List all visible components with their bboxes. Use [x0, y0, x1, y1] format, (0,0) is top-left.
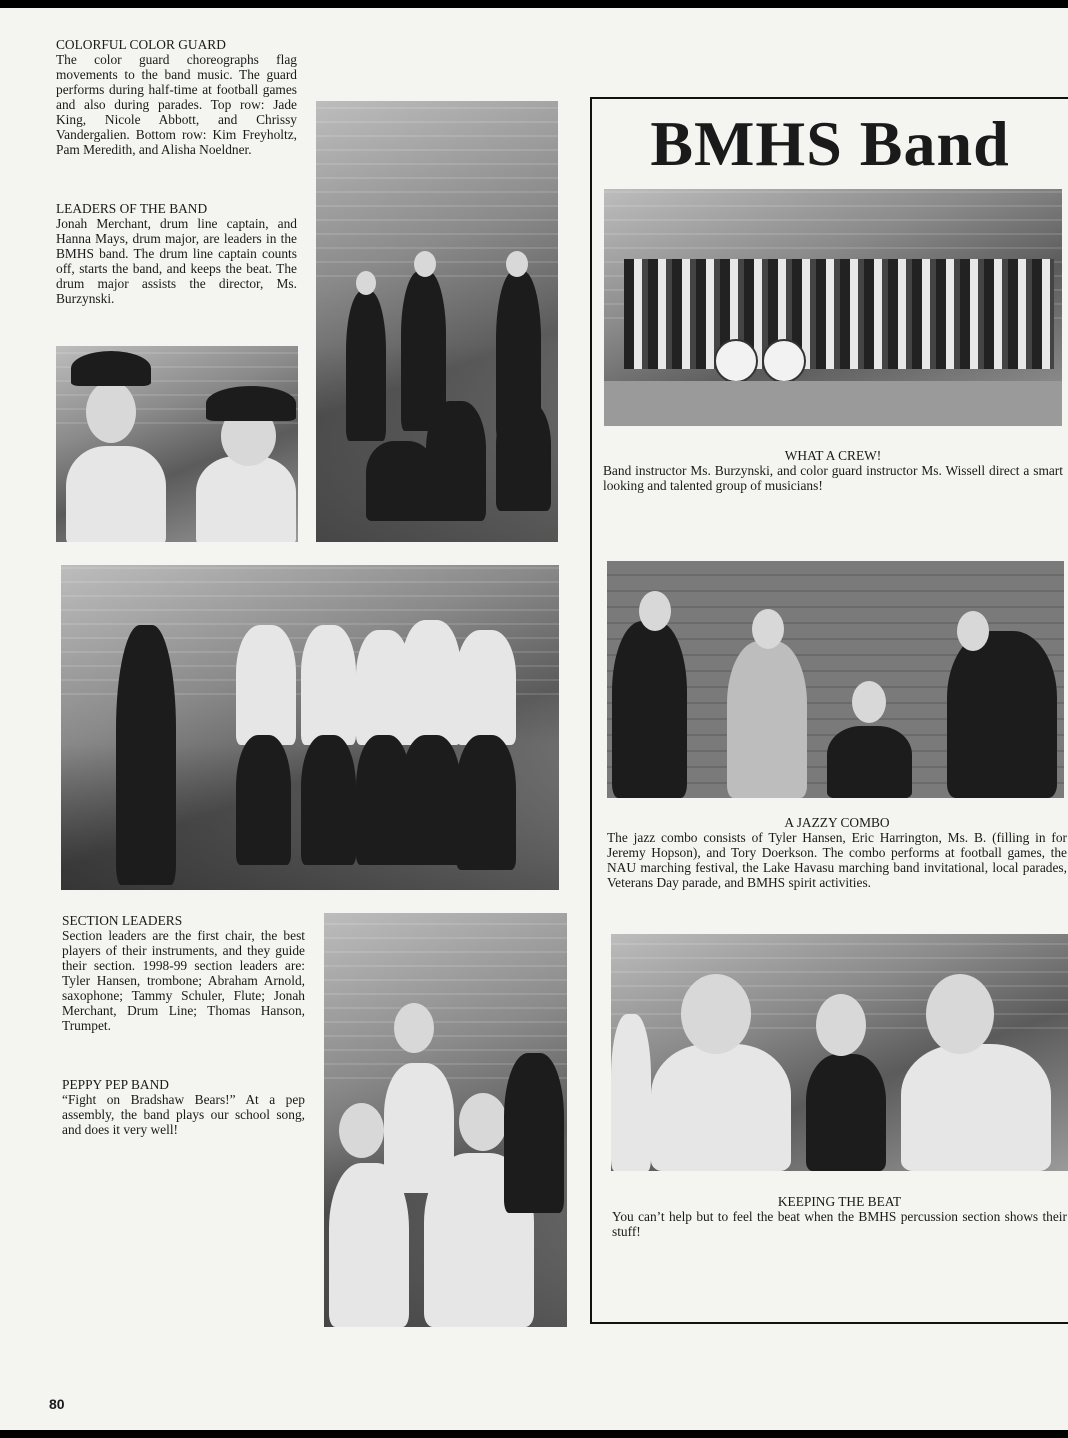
- photo-leaders: [56, 346, 298, 542]
- caption-body: Band instructor Ms. Burzynski, and color guard instructor Ms. Wissell direct a smart looking and talented group of musicians!: [603, 463, 1063, 493]
- caption-heading: PEPPY PEP BAND: [62, 1077, 169, 1092]
- top-border: [0, 0, 1068, 8]
- page-title: BMHS Band: [650, 108, 1010, 179]
- caption-jazz: [607, 815, 1067, 890]
- caption-heading: KEEPING THE BEAT: [777, 1194, 902, 1209]
- caption-heading: SECTION LEADERS: [62, 913, 183, 928]
- caption-pep-band: [62, 1077, 305, 1137]
- caption-section-leaders: [62, 913, 305, 1033]
- caption-body: You can’t help but to feel the beat when the BMHS percussion section shows their stuff!: [612, 1209, 1067, 1239]
- photo-whole-band: [604, 189, 1062, 426]
- photo-pep-band: [324, 913, 567, 1327]
- caption-heading: WHAT A CREW!: [784, 448, 882, 463]
- caption-color-guard: [56, 37, 297, 157]
- caption-body: Section leaders are the first chair, the best players of their instruments, and they guide their section. 1998-99 section leaders are: Tyler Hansen, trombone; Abraham Arnold, saxophone; Tammy Schuler, Flute; Jonah Merchant, Drum Line; Thomas Hanson, Trumpet.: [62, 928, 305, 1033]
- caption-crew: [603, 448, 1063, 493]
- photo-percussion: [611, 934, 1068, 1171]
- caption-body: The jazz combo consists of Tyler Hansen, Eric Harrington, Ms. B. (filling in for Jeremy Hopson), and Tory Doerkson. The combo performs at football games, the NAU marching festival, the Lake Havasu marching band invitational, local parades, Veterans Day parade, and BMHS spirit activities.: [607, 830, 1067, 890]
- caption-body: The color guard choreographs flag movements to the band music. The guard performs during half-time at football games and also during parades. Top row: Jade King, Nicole Abbott, and Chrissy Vandergalien. Bottom row: Kim Freyholtz, Pam Meredith, and Alisha Noeldner.: [56, 52, 297, 157]
- caption-beat: [612, 1194, 1067, 1239]
- page-number: 80: [49, 1396, 65, 1412]
- caption-leaders: [56, 201, 297, 306]
- photo-jazz-combo: [607, 561, 1064, 798]
- caption-heading: COLORFUL COLOR GUARD: [56, 37, 226, 52]
- bottom-border: [0, 1430, 1068, 1438]
- caption-body: “Fight on Bradshaw Bears!” At a pep assembly, the band plays our school song, and does it very well!: [62, 1092, 305, 1137]
- caption-heading: LEADERS OF THE BAND: [56, 201, 208, 216]
- photo-color-guard: [316, 101, 558, 542]
- photo-section-leaders: [61, 565, 559, 890]
- caption-heading: A JAZZY COMBO: [784, 815, 890, 830]
- caption-body: Jonah Merchant, drum line captain, and Hanna Mays, drum major, are leaders in the BMHS band. The drum line captain counts off, starts the band, and keeps the beat. The drum major assists the director, Ms. Burzynski.: [56, 216, 297, 306]
